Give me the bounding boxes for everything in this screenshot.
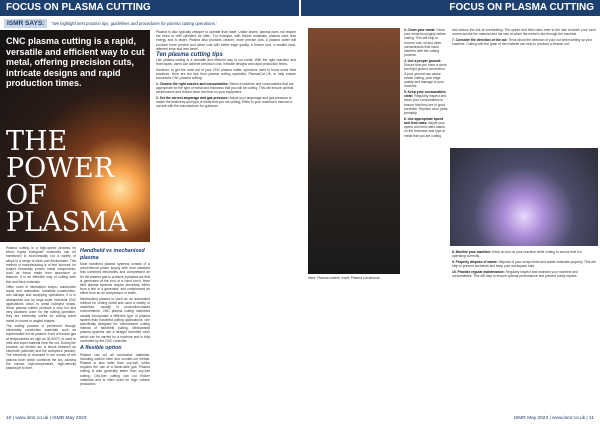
tip-number: 6. xyxy=(404,116,407,121)
paragraph: Often used in fabrication shops, automotive repair and restoration, industrial construction, and salvage and scrapping operations, it is in widespread use by large-scale industrial CNC applications down to small hobbyist shops. Since plasma cutters produce a very hot and very localised 'cone' for the cutting operation, they are extremely useful for cutting sheet metal in curved or angled shapes. xyxy=(6,285,76,323)
tip-title: Practice regular maintenance: xyxy=(457,270,505,274)
tip-text: Select a machine and consumables that are appropriate for the type of metal and thickness that you will be cutting. This will ensure optimal performance and reduce wear and tear on your equipment. xyxy=(156,81,294,95)
tips-intro: Like plasma cutting is a versatile and efficient way to cut metal. With the right machine and techniques, users can achieve precision cuts, intricate designs and rapid production times. xyxy=(156,58,296,67)
tip-text: Clean your metal thoroughly before cutting. This will help to remove rust, oil and other contaminants that could interfere with the cutting process. xyxy=(404,28,446,58)
tip-number: 4. xyxy=(404,59,407,64)
tip-title: Use appropriate speed and feed rates: xyxy=(404,116,444,126)
tip-item xyxy=(452,270,596,278)
section-heading-flexible: A flexible option xyxy=(80,345,122,352)
tip-number: 10. xyxy=(452,270,457,274)
plasma-cutter-photo xyxy=(308,28,400,274)
tip-title: Properly dispose of waste: xyxy=(455,260,498,264)
hero-tagline: CNC plasma cutting is a rapid, versatile and efficient way to cut metal, offering precision cuts, intricate designs and rapid production times. xyxy=(6,36,145,88)
tip-title: Choose the right nozzles and consumables: xyxy=(159,81,229,86)
tip-number: 9. xyxy=(452,260,455,264)
tip-number: 2. xyxy=(156,95,159,100)
page-header-right: FOCUS ON PLASMA CUTTING xyxy=(301,0,600,16)
article-column-5 xyxy=(452,28,596,146)
tip-text: Regularly inspect and clean your consumables to ensure that they are in good condition. Replace worn parts promptly. xyxy=(404,94,448,116)
tip-title: Keep your consumables clean: xyxy=(404,90,446,99)
article-column-4 xyxy=(404,28,448,412)
paragraph: Plasma cutting is a high-speed process by which highly energised molecules can be harnessed to economically cut a variety of alloys in a range of sizes and thicknesses. This method of manufacturing is of first 'sources' for today's financially proven metal components, such as those made from aluminium or titanium. It is an effective way of cutting both thin and thick materials. xyxy=(6,246,76,284)
tip-title: Set the correct amperage and gas pressure: xyxy=(159,95,229,100)
ismr-says-bar xyxy=(0,18,299,28)
tips-intro-2: However, to get the most out of your CNC plasma cutter, operators need to know some best practices. Here are ten tips from plasma cutting specialist, PlasmaCut UK, to help ensure successful CNC plasma cutting: xyxy=(156,67,296,81)
col5-intro: and reduce the risk of overheating. The speed and feed rates refer to the rate at which your torch moves across the material and the rate at which the metal is fed through the machine. xyxy=(452,28,596,37)
hero-image xyxy=(0,30,150,242)
tip-item xyxy=(156,82,296,95)
tip-item xyxy=(404,28,448,57)
footer-right: ISMR May 2023 | www.ismr.co.uk | 11 xyxy=(513,416,594,421)
tip-item xyxy=(452,260,596,268)
tip-text: Regularly inspect and maintain your machine and consumables. This will help to ensure optimal performance and prevent costly repairs. xyxy=(452,270,578,279)
hero-title: THE POWER OF PLASMA xyxy=(6,126,128,238)
paragraph: Most handheld plasma systems consist of a conventional power supply with host standard that combines electrodes and compressed air for the plasma gas to produce a plasma arc that is generated at the end of a hand torch. Here field plasma systems require electricity, either from a line or a generator, and compressed air either from an air compressor or bottle. xyxy=(80,262,150,296)
footer-left: 10 | www.ismr.co.uk | ISMR May 2023 xyxy=(6,416,87,421)
article-column-2 xyxy=(80,246,150,412)
tip-item xyxy=(156,96,296,109)
col3-intro: Plasma is also typically cheaper to operate than laser. Unlike lasers, plasma does not require the need to refill cylinders as often. For example, with thicker materials, plasma uses less energy and is faster. Plasma also provides cleaner, more precise cuts. A plasma cutter will produce more precise and clean cuts with better edge quality, a thinner kerf, a smaller heat-affected zone and less bevel. xyxy=(156,30,296,51)
tip-item xyxy=(452,38,596,46)
tip-text: Keep an eye on your machine while cutting to ensure that it is operating correctly. xyxy=(452,250,582,259)
tip-title: Clean your metal: xyxy=(407,28,436,32)
tip-text: Adjust your speed and feed rates based on the thickness and type of metal that you are cutting. xyxy=(404,121,446,138)
tip-title: Monitor your machine: xyxy=(455,250,492,254)
tip-item xyxy=(404,59,448,88)
tip-title: Use a proper ground: xyxy=(407,59,442,64)
ismr-says-quote: "We highlight best practice tips, guidelines and procedures for plasma cutting operations." xyxy=(51,20,218,26)
tip-number: 1. xyxy=(156,81,159,86)
tip-item xyxy=(452,250,596,258)
tip-number: 3. xyxy=(404,28,407,32)
tip-number: 8. xyxy=(452,250,455,254)
tip-text: Adjust your amperage and gas pressure to match the thickness and type of metal that you are cutting. Refer to your machine's manual or consult with the manufacturer for guidance. xyxy=(156,95,293,109)
tip-number: 7. xyxy=(452,37,455,42)
tip-text: Ensure that you have a clean and tight ground connection. A poor ground can cause erratic cutting, poor edge quality and damage to your machine. xyxy=(404,63,447,89)
paragraph: The cutting process is performed through electrically conductive materials such as superheated hot air plasma. A set of excess gas at temperatures as high as 30,000°C is used to melt and expel material from the cut. During the process, an electric arc is struck between an electrode (cathode) and the workpiece (anode). The electrode is recessed in the nozzle of the plasma torch which constricts the arc, causing the narrow, high-temperature, high-velocity plasma jet to form. xyxy=(6,324,76,371)
paragraph: Plasma can cut all conductive materials, including carbon steel and counter-cut metals. Plasma is also safer than oxy-fuel, which requires the use of a flame-able gas. Plasma cutting is also generally faster than oxy-fuel cutting. Oxy-fuel cutting can cut thicker materials and is often used for high volume production. xyxy=(80,352,150,386)
paragraph: Mechanised plasma is used as an automated method for cutting metal and used a variety of machines, usually in production-based environments. CNC plasma cutting machines usually incorporate a different type of plasma system than handheld cutting applications, one specifically designed for 'mechanised' cutting instead of handheld cutting. Mechanised plasma systems use a straight barrelled torch which can be carried by a machine and is fully controlled by the CNC controller. xyxy=(80,296,150,343)
photo-caption: Here: Plasma cutters. Inset: Plasma cut artwork. xyxy=(308,276,381,280)
ismr-says-label: ISMR SAYS: xyxy=(4,19,47,28)
tip-item xyxy=(404,90,448,115)
article-column-3 xyxy=(156,30,296,412)
tip-text: Think about the direction of your cut when setting up your machine. Cutting with the grain of the material can help to produce a cleaner cut. xyxy=(452,37,593,46)
tip-text: Dispose of your scrap metal and waste materials properly. This will help to prevent accidents and keep your workspace safe. xyxy=(452,260,596,269)
article-column-5b xyxy=(452,250,596,412)
article-column-1 xyxy=(6,246,76,412)
tip-item xyxy=(404,117,448,138)
tips-heading: Ten plasma cutting tips xyxy=(156,52,223,59)
tip-title: Consider the direction of the cut: xyxy=(455,37,508,42)
tip-number: 5. xyxy=(404,90,407,95)
section-heading-handheld: Handheld vs mechanised plasma xyxy=(80,248,145,261)
page-header-left: FOCUS ON PLASMA CUTTING xyxy=(0,0,299,16)
plasma-artwork-photo xyxy=(450,148,598,246)
